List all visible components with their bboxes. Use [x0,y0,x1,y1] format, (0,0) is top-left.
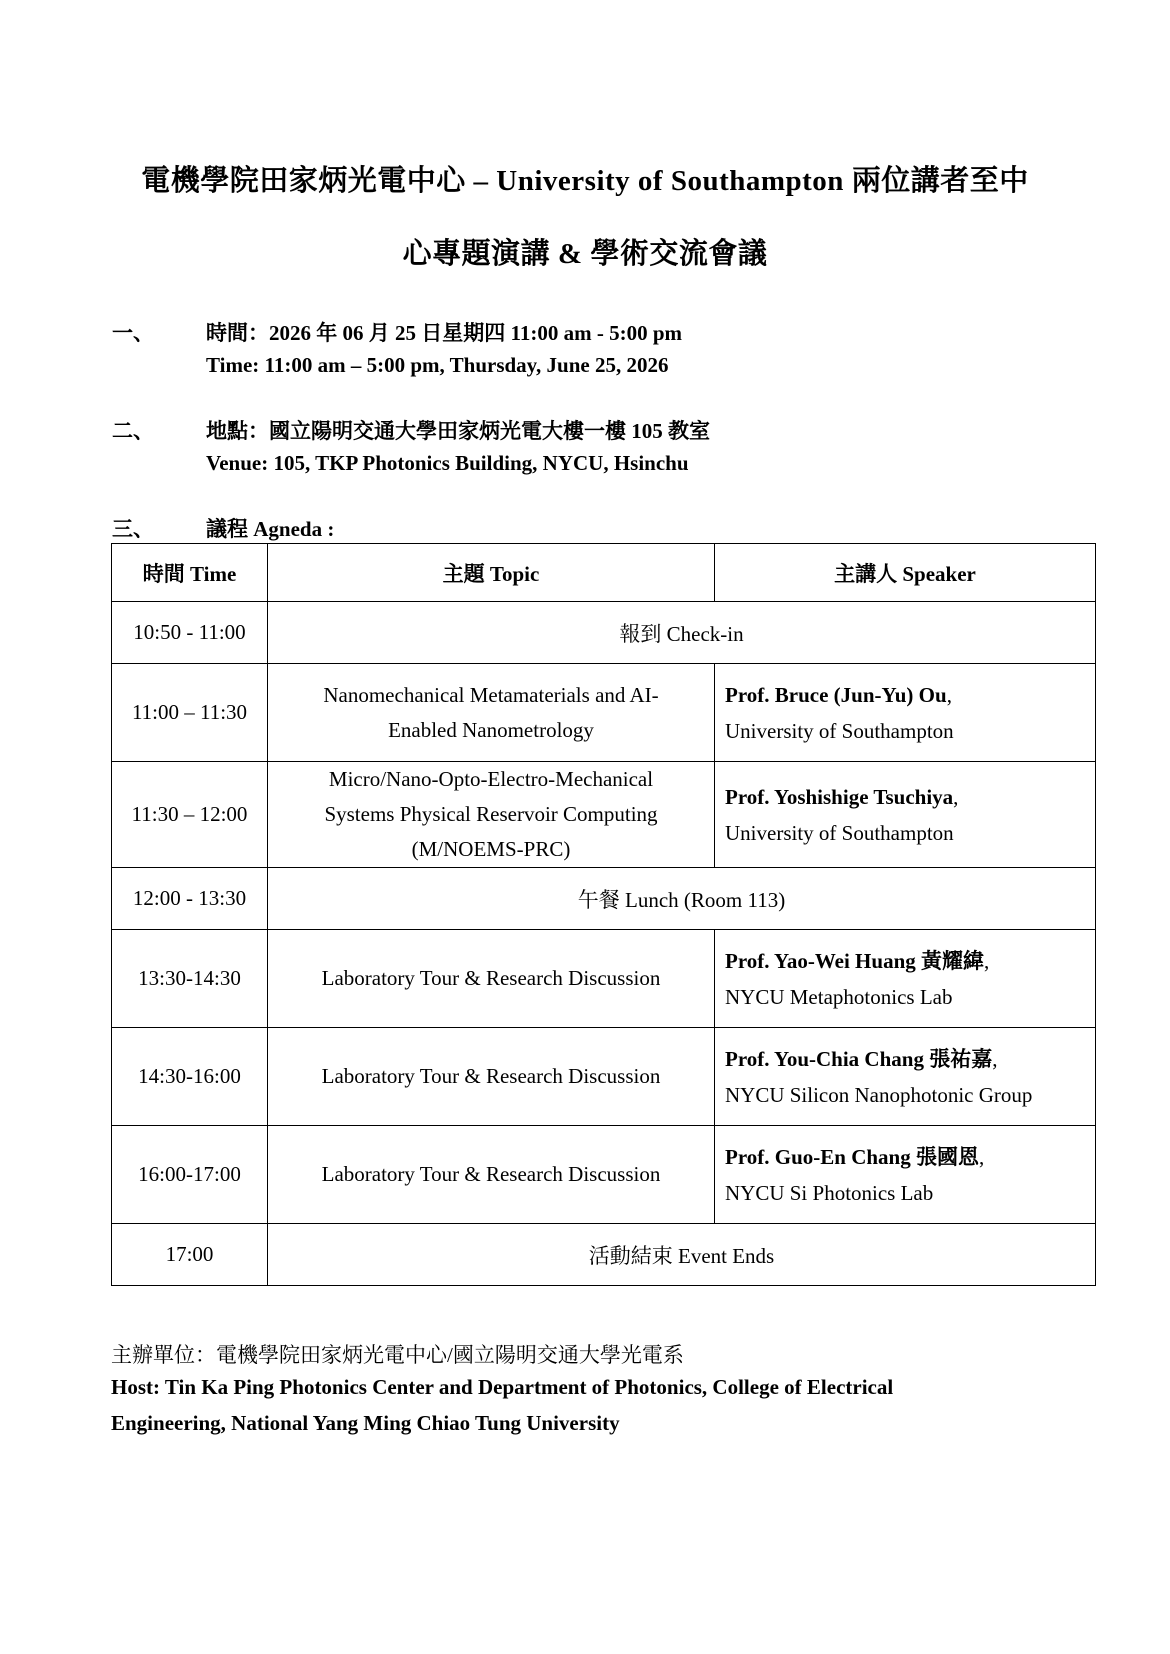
row-time: 12:00 - 13:30 [112,868,268,930]
topic-line: Enabled Nanometrology [388,717,594,742]
row-topic: Laboratory Tour & Research Discussion [268,1028,715,1126]
speaker-name: Prof. Bruce (Jun-Yu) Ou [725,682,947,707]
topic-line: Micro/Nano-Opto-Electro-Mechanical [328,767,654,791]
topic-line: Nanomechanical Metamaterials and AI- [323,682,659,707]
row-topic [268,664,715,762]
topic-line: Systems Physical Reservoir Computing [324,802,658,826]
row-speaker: Prof. Yao-Wei Huang 黃耀緯, NYCU Metaphotonics Lab [715,930,1096,1028]
row-time: 11:00 – 11:30 [112,664,268,762]
host-english-line-2: Engineering, National Yang Ming Chiao Tung University [111,1411,620,1435]
speaker-name: Prof. Yoshishige Tsuchiya [725,784,954,809]
venue-line-zh: 地點：國立陽明交通大學田家炳光電大樓一樓 105 教室 [206,419,710,443]
speaker-name: Prof. Guo-En Chang 張國恩 [725,1144,979,1169]
row-speaker: Prof. Yoshishige Tsuchiya, University of Southampton [715,762,1096,868]
topic-line: (M/NOEMS-PRC) [411,837,571,861]
document-title-line-2: 心專題演講 & 學術交流會議 [402,238,768,270]
agenda-header-row [112,544,1096,602]
table-row [112,762,1096,868]
row-time: 11:30 – 12:00 [112,762,268,868]
row-event: 午餐 Lunch (Room 113) [268,868,1096,930]
speaker-affiliation: University of Southampton [725,820,954,845]
table-row [112,1126,1096,1224]
header-speaker: 主講人 Speaker [715,544,1096,602]
row-time: 13:30-14:30 [112,930,268,1028]
table-row [112,602,1096,664]
speaker-affiliation: NYCU Silicon Nanophotonic Group [725,1082,1033,1107]
speaker-name: Prof. You-Chia Chang 張祐嘉 [725,1046,993,1071]
row-speaker: Prof. You-Chia Chang 張祐嘉, NYCU Silicon Nanophotonic Group [715,1028,1096,1126]
agenda-heading: 議程 Agneda : [206,517,335,541]
row-time: 14:30-16:00 [112,1028,268,1126]
header-topic: 主題 Topic [268,544,715,602]
agenda-table [111,543,1096,1286]
speaker-name: Prof. Yao-Wei Huang 黃耀緯 [725,948,985,973]
speaker-affiliation: University of Southampton [725,718,954,743]
row-speaker: Prof. Guo-En Chang 張國恩, NYCU Si Photonics Lab [715,1126,1096,1224]
time-line-zh: 時間：2026 年 06 月 25 日星期四 11:00 am - 5:00 pm [206,321,682,345]
header-time: 時間 Time [112,544,268,602]
row-topic [268,762,715,868]
row-event: 活動結束 Event Ends [268,1224,1096,1286]
table-row [112,664,1096,762]
host-chinese: 主辦單位：電機學院田家炳光電中心/國立陽明交通大學光電系 [111,1343,684,1367]
speaker-affiliation: NYCU Si Photonics Lab [725,1180,934,1205]
row-time: 17:00 [112,1224,268,1286]
section-number-venue: 二、 [112,419,154,443]
row-topic: Laboratory Tour & Research Discussion [268,1126,715,1224]
host-english-line-1: Host: Tin Ka Ping Photonics Center and Department of Photonics, College of Electrical [111,1375,894,1399]
row-topic: Laboratory Tour & Research Discussion [268,930,715,1028]
row-speaker: Prof. Bruce (Jun-Yu) Ou, University of Southampton [715,664,1096,762]
table-row [112,930,1096,1028]
venue-line-en: Venue: 105, TKP Photonics Building, NYCU, Hsinchu [206,451,689,475]
row-time: 10:50 - 11:00 [112,602,268,664]
speaker-affiliation: NYCU Metaphotonics Lab [725,984,953,1009]
section-number-agenda: 三、 [112,517,154,541]
table-row [112,1224,1096,1286]
time-line-en: Time: 11:00 am – 5:00 pm, Thursday, June 25, 2026 [206,353,669,377]
document-title-line-1: 電機學院田家炳光電中心 – University of Southampton 兩位講者至中 [141,165,1029,197]
table-row [112,1028,1096,1126]
section-number-time: 一、 [112,321,154,345]
table-row [112,868,1096,930]
row-event: 報到 Check-in [268,602,1096,664]
row-time: 16:00-17:00 [112,1126,268,1224]
